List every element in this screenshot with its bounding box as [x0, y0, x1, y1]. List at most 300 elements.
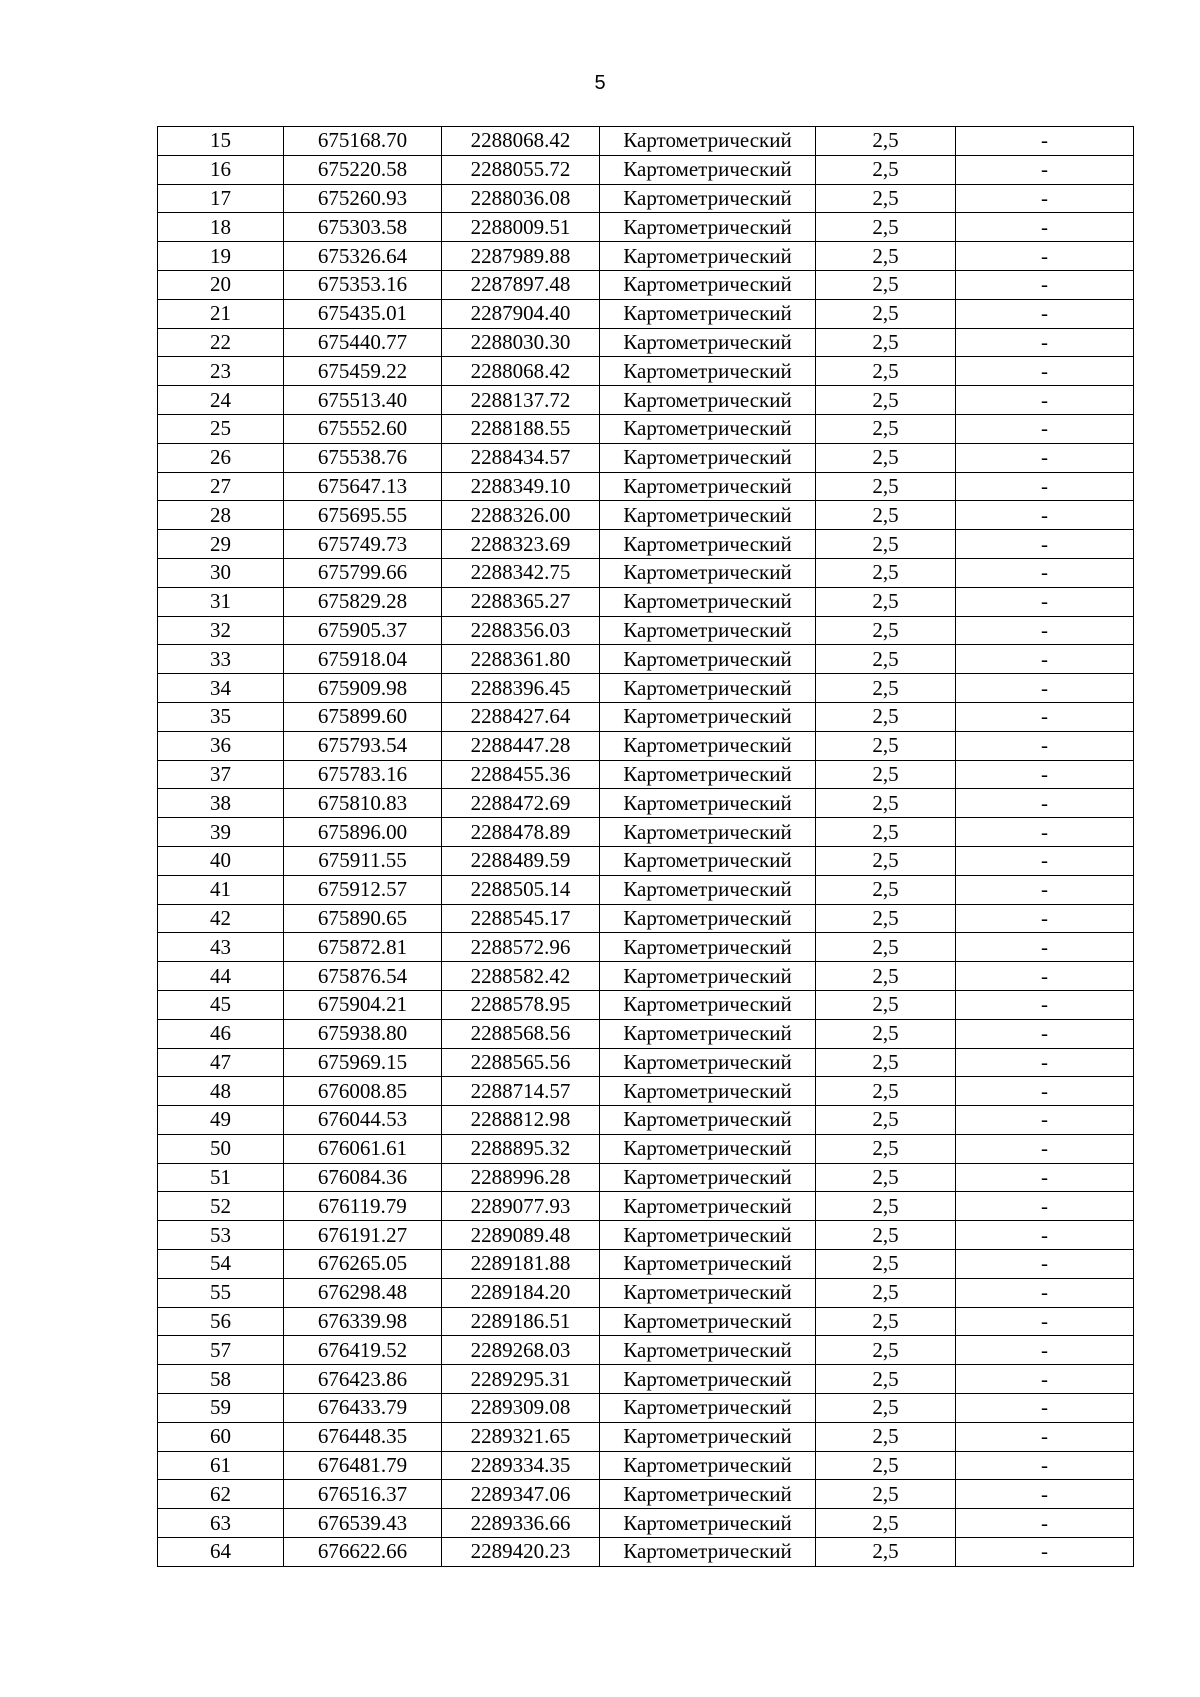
y-coordinate-cell: 2288505.14 [442, 875, 600, 904]
y-coordinate-cell: 2289181.88 [442, 1250, 600, 1279]
table-row [158, 674, 1134, 703]
method-cell: Картометрический [600, 1394, 816, 1423]
x-coordinate-cell: 676044.53 [284, 1106, 442, 1135]
note-cell: - [956, 1394, 1134, 1423]
point-number-cell: 20 [158, 270, 284, 299]
y-coordinate-cell: 2287989.88 [442, 242, 600, 271]
note-cell: - [956, 990, 1134, 1019]
point-number-cell: 16 [158, 155, 284, 184]
method-cell: Картометрический [600, 155, 816, 184]
y-coordinate-cell: 2288068.42 [442, 357, 600, 386]
table-row [158, 1134, 1134, 1163]
y-coordinate-cell: 2288895.32 [442, 1134, 600, 1163]
note-cell: - [956, 1192, 1134, 1221]
y-coordinate-cell: 2288545.17 [442, 904, 600, 933]
note-cell: - [956, 818, 1134, 847]
accuracy-cell: 2,5 [816, 1019, 956, 1048]
method-cell: Картометрический [600, 270, 816, 299]
accuracy-cell: 2,5 [816, 1509, 956, 1538]
x-coordinate-cell: 675909.98 [284, 674, 442, 703]
x-coordinate-cell: 675538.76 [284, 443, 442, 472]
method-cell: Картометрический [600, 818, 816, 847]
table-row [158, 587, 1134, 616]
accuracy-cell: 2,5 [816, 242, 956, 271]
point-number-cell: 17 [158, 184, 284, 213]
point-number-cell: 32 [158, 616, 284, 645]
accuracy-cell: 2,5 [816, 1048, 956, 1077]
x-coordinate-cell: 676622.66 [284, 1538, 442, 1567]
point-number-cell: 15 [158, 127, 284, 156]
method-cell: Картометрический [600, 299, 816, 328]
y-coordinate-cell: 2288349.10 [442, 472, 600, 501]
table-row [158, 933, 1134, 962]
x-coordinate-cell: 676539.43 [284, 1509, 442, 1538]
table-row [158, 1422, 1134, 1451]
table-row [158, 1480, 1134, 1509]
y-coordinate-cell: 2288188.55 [442, 414, 600, 443]
method-cell: Картометрический [600, 1278, 816, 1307]
x-coordinate-cell: 675969.15 [284, 1048, 442, 1077]
note-cell: - [956, 962, 1134, 991]
accuracy-cell: 2,5 [816, 414, 956, 443]
x-coordinate-cell: 675440.77 [284, 328, 442, 357]
accuracy-cell: 2,5 [816, 1480, 956, 1509]
method-cell: Картометрический [600, 184, 816, 213]
x-coordinate-cell: 676084.36 [284, 1163, 442, 1192]
y-coordinate-cell: 2289334.35 [442, 1451, 600, 1480]
x-coordinate-cell: 675303.58 [284, 213, 442, 242]
note-cell: - [956, 933, 1134, 962]
table-row [158, 1394, 1134, 1423]
point-number-cell: 33 [158, 645, 284, 674]
point-number-cell: 29 [158, 530, 284, 559]
point-number-cell: 61 [158, 1451, 284, 1480]
method-cell: Картометрический [600, 1048, 816, 1077]
point-number-cell: 46 [158, 1019, 284, 1048]
point-number-cell: 25 [158, 414, 284, 443]
x-coordinate-cell: 675912.57 [284, 875, 442, 904]
page-number: 5 [594, 72, 606, 94]
point-number-cell: 57 [158, 1336, 284, 1365]
note-cell: - [956, 558, 1134, 587]
x-coordinate-cell: 675793.54 [284, 731, 442, 760]
point-number-cell: 55 [158, 1278, 284, 1307]
note-cell: - [956, 616, 1134, 645]
method-cell: Картометрический [600, 1106, 816, 1135]
accuracy-cell: 2,5 [816, 1538, 956, 1567]
accuracy-cell: 2,5 [816, 789, 956, 818]
table-row [158, 184, 1134, 213]
y-coordinate-cell: 2288996.28 [442, 1163, 600, 1192]
note-cell: - [956, 587, 1134, 616]
y-coordinate-cell: 2288356.03 [442, 616, 600, 645]
method-cell: Картометрический [600, 616, 816, 645]
point-number-cell: 60 [158, 1422, 284, 1451]
accuracy-cell: 2,5 [816, 213, 956, 242]
table-row [158, 328, 1134, 357]
note-cell: - [956, 1336, 1134, 1365]
accuracy-cell: 2,5 [816, 933, 956, 962]
point-number-cell: 64 [158, 1538, 284, 1567]
y-coordinate-cell: 2289321.65 [442, 1422, 600, 1451]
point-number-cell: 24 [158, 386, 284, 415]
table-row [158, 1336, 1134, 1365]
method-cell: Картометрический [600, 1538, 816, 1567]
method-cell: Картометрический [600, 1192, 816, 1221]
x-coordinate-cell: 676419.52 [284, 1336, 442, 1365]
method-cell: Картометрический [600, 127, 816, 156]
point-number-cell: 51 [158, 1163, 284, 1192]
table-row [158, 1077, 1134, 1106]
point-number-cell: 49 [158, 1106, 284, 1135]
method-cell: Картометрический [600, 386, 816, 415]
y-coordinate-cell: 2288427.64 [442, 702, 600, 731]
accuracy-cell: 2,5 [816, 702, 956, 731]
y-coordinate-cell: 2289295.31 [442, 1365, 600, 1394]
y-coordinate-cell: 2289309.08 [442, 1394, 600, 1423]
accuracy-cell: 2,5 [816, 1451, 956, 1480]
accuracy-cell: 2,5 [816, 990, 956, 1019]
method-cell: Картометрический [600, 962, 816, 991]
table-row [158, 1451, 1134, 1480]
method-cell: Картометрический [600, 414, 816, 443]
note-cell: - [956, 904, 1134, 933]
point-number-cell: 35 [158, 702, 284, 731]
table-row [158, 760, 1134, 789]
point-number-cell: 23 [158, 357, 284, 386]
accuracy-cell: 2,5 [816, 501, 956, 530]
table-row [158, 645, 1134, 674]
method-cell: Картометрический [600, 242, 816, 271]
x-coordinate-cell: 675904.21 [284, 990, 442, 1019]
x-coordinate-cell: 676516.37 [284, 1480, 442, 1509]
note-cell: - [956, 1019, 1134, 1048]
note-cell: - [956, 1538, 1134, 1567]
note-cell: - [956, 1250, 1134, 1279]
y-coordinate-cell: 2288447.28 [442, 731, 600, 760]
point-number-cell: 42 [158, 904, 284, 933]
method-cell: Картометрический [600, 674, 816, 703]
x-coordinate-cell: 676191.27 [284, 1221, 442, 1250]
table-row [158, 530, 1134, 559]
table-row [158, 616, 1134, 645]
accuracy-cell: 2,5 [816, 1278, 956, 1307]
y-coordinate-cell: 2288812.98 [442, 1106, 600, 1135]
method-cell: Картометрический [600, 443, 816, 472]
y-coordinate-cell: 2288578.95 [442, 990, 600, 1019]
y-coordinate-cell: 2288472.69 [442, 789, 600, 818]
table-row [158, 904, 1134, 933]
note-cell: - [956, 1480, 1134, 1509]
note-cell: - [956, 1163, 1134, 1192]
coordinates-table-body [158, 127, 1134, 1567]
accuracy-cell: 2,5 [816, 386, 956, 415]
y-coordinate-cell: 2288434.57 [442, 443, 600, 472]
table-row [158, 846, 1134, 875]
y-coordinate-cell: 2288055.72 [442, 155, 600, 184]
y-coordinate-cell: 2289184.20 [442, 1278, 600, 1307]
accuracy-cell: 2,5 [816, 472, 956, 501]
point-number-cell: 22 [158, 328, 284, 357]
y-coordinate-cell: 2288030.30 [442, 328, 600, 357]
x-coordinate-cell: 676423.86 [284, 1365, 442, 1394]
accuracy-cell: 2,5 [816, 270, 956, 299]
table-row [158, 1221, 1134, 1250]
note-cell: - [956, 1509, 1134, 1538]
x-coordinate-cell: 675810.83 [284, 789, 442, 818]
y-coordinate-cell: 2289089.48 [442, 1221, 600, 1250]
method-cell: Картометрический [600, 558, 816, 587]
table-row [158, 386, 1134, 415]
x-coordinate-cell: 676008.85 [284, 1077, 442, 1106]
y-coordinate-cell: 2289420.23 [442, 1538, 600, 1567]
point-number-cell: 30 [158, 558, 284, 587]
point-number-cell: 47 [158, 1048, 284, 1077]
table-row [158, 1163, 1134, 1192]
y-coordinate-cell: 2287897.48 [442, 270, 600, 299]
table-row [158, 242, 1134, 271]
note-cell: - [956, 760, 1134, 789]
note-cell: - [956, 501, 1134, 530]
table-row [158, 1192, 1134, 1221]
y-coordinate-cell: 2288396.45 [442, 674, 600, 703]
note-cell: - [956, 530, 1134, 559]
table-row [158, 558, 1134, 587]
table-row [158, 1106, 1134, 1135]
table-row [158, 472, 1134, 501]
point-number-cell: 41 [158, 875, 284, 904]
x-coordinate-cell: 676433.79 [284, 1394, 442, 1423]
accuracy-cell: 2,5 [816, 962, 956, 991]
method-cell: Картометрический [600, 1422, 816, 1451]
method-cell: Картометрический [600, 1336, 816, 1365]
accuracy-cell: 2,5 [816, 904, 956, 933]
note-cell: - [956, 1365, 1134, 1394]
y-coordinate-cell: 2288342.75 [442, 558, 600, 587]
x-coordinate-cell: 675647.13 [284, 472, 442, 501]
y-coordinate-cell: 2288361.80 [442, 645, 600, 674]
table-row [158, 1250, 1134, 1279]
accuracy-cell: 2,5 [816, 1394, 956, 1423]
note-cell: - [956, 674, 1134, 703]
method-cell: Картометрический [600, 357, 816, 386]
accuracy-cell: 2,5 [816, 846, 956, 875]
table-row [158, 213, 1134, 242]
method-cell: Картометрический [600, 1365, 816, 1394]
note-cell: - [956, 645, 1134, 674]
point-number-cell: 43 [158, 933, 284, 962]
y-coordinate-cell: 2289186.51 [442, 1307, 600, 1336]
table-row [158, 731, 1134, 760]
method-cell: Картометрический [600, 328, 816, 357]
accuracy-cell: 2,5 [816, 1307, 956, 1336]
x-coordinate-cell: 675890.65 [284, 904, 442, 933]
point-number-cell: 19 [158, 242, 284, 271]
method-cell: Картометрический [600, 587, 816, 616]
y-coordinate-cell: 2288326.00 [442, 501, 600, 530]
y-coordinate-cell: 2288568.56 [442, 1019, 600, 1048]
table-row [158, 1365, 1134, 1394]
x-coordinate-cell: 675799.66 [284, 558, 442, 587]
x-coordinate-cell: 675749.73 [284, 530, 442, 559]
y-coordinate-cell: 2288572.96 [442, 933, 600, 962]
table-row [158, 1307, 1134, 1336]
y-coordinate-cell: 2288714.57 [442, 1077, 600, 1106]
y-coordinate-cell: 2289336.66 [442, 1509, 600, 1538]
accuracy-cell: 2,5 [816, 1336, 956, 1365]
y-coordinate-cell: 2288036.08 [442, 184, 600, 213]
method-cell: Картометрический [600, 846, 816, 875]
method-cell: Картометрический [600, 1163, 816, 1192]
method-cell: Картометрический [600, 904, 816, 933]
accuracy-cell: 2,5 [816, 1365, 956, 1394]
note-cell: - [956, 1307, 1134, 1336]
point-number-cell: 54 [158, 1250, 284, 1279]
method-cell: Картометрический [600, 530, 816, 559]
note-cell: - [956, 443, 1134, 472]
y-coordinate-cell: 2288565.56 [442, 1048, 600, 1077]
y-coordinate-cell: 2288455.36 [442, 760, 600, 789]
accuracy-cell: 2,5 [816, 155, 956, 184]
note-cell: - [956, 386, 1134, 415]
method-cell: Картометрический [600, 1250, 816, 1279]
point-number-cell: 62 [158, 1480, 284, 1509]
accuracy-cell: 2,5 [816, 731, 956, 760]
x-coordinate-cell: 675260.93 [284, 184, 442, 213]
x-coordinate-cell: 676448.35 [284, 1422, 442, 1451]
note-cell: - [956, 299, 1134, 328]
point-number-cell: 40 [158, 846, 284, 875]
accuracy-cell: 2,5 [816, 530, 956, 559]
note-cell: - [956, 1422, 1134, 1451]
point-number-cell: 52 [158, 1192, 284, 1221]
accuracy-cell: 2,5 [816, 760, 956, 789]
table-row [158, 270, 1134, 299]
x-coordinate-cell: 676119.79 [284, 1192, 442, 1221]
note-cell: - [956, 242, 1134, 271]
note-cell: - [956, 155, 1134, 184]
method-cell: Картометрический [600, 933, 816, 962]
method-cell: Картометрический [600, 213, 816, 242]
table-row [158, 1538, 1134, 1567]
point-number-cell: 26 [158, 443, 284, 472]
accuracy-cell: 2,5 [816, 1163, 956, 1192]
y-coordinate-cell: 2288365.27 [442, 587, 600, 616]
point-number-cell: 53 [158, 1221, 284, 1250]
table-row [158, 127, 1134, 156]
point-number-cell: 27 [158, 472, 284, 501]
point-number-cell: 38 [158, 789, 284, 818]
x-coordinate-cell: 675899.60 [284, 702, 442, 731]
method-cell: Картометрический [600, 789, 816, 818]
method-cell: Картометрический [600, 501, 816, 530]
accuracy-cell: 2,5 [816, 1221, 956, 1250]
note-cell: - [956, 846, 1134, 875]
accuracy-cell: 2,5 [816, 587, 956, 616]
method-cell: Картометрический [600, 731, 816, 760]
x-coordinate-cell: 675326.64 [284, 242, 442, 271]
method-cell: Картометрический [600, 1221, 816, 1250]
y-coordinate-cell: 2289268.03 [442, 1336, 600, 1365]
x-coordinate-cell: 675435.01 [284, 299, 442, 328]
method-cell: Картометрический [600, 1134, 816, 1163]
y-coordinate-cell: 2288009.51 [442, 213, 600, 242]
accuracy-cell: 2,5 [816, 299, 956, 328]
y-coordinate-cell: 2288068.42 [442, 127, 600, 156]
point-number-cell: 56 [158, 1307, 284, 1336]
x-coordinate-cell: 675938.80 [284, 1019, 442, 1048]
table-row [158, 962, 1134, 991]
accuracy-cell: 2,5 [816, 674, 956, 703]
x-coordinate-cell: 676339.98 [284, 1307, 442, 1336]
accuracy-cell: 2,5 [816, 558, 956, 587]
x-coordinate-cell: 675872.81 [284, 933, 442, 962]
table-row [158, 443, 1134, 472]
note-cell: - [956, 1451, 1134, 1480]
table-row [158, 414, 1134, 443]
method-cell: Картометрический [600, 645, 816, 674]
point-number-cell: 45 [158, 990, 284, 1019]
note-cell: - [956, 127, 1134, 156]
accuracy-cell: 2,5 [816, 1106, 956, 1135]
note-cell: - [956, 731, 1134, 760]
method-cell: Картометрический [600, 1019, 816, 1048]
table-row [158, 875, 1134, 904]
x-coordinate-cell: 675513.40 [284, 386, 442, 415]
method-cell: Картометрический [600, 1307, 816, 1336]
accuracy-cell: 2,5 [816, 443, 956, 472]
point-number-cell: 31 [158, 587, 284, 616]
method-cell: Картометрический [600, 1451, 816, 1480]
x-coordinate-cell: 675918.04 [284, 645, 442, 674]
accuracy-cell: 2,5 [816, 184, 956, 213]
point-number-cell: 63 [158, 1509, 284, 1538]
y-coordinate-cell: 2289077.93 [442, 1192, 600, 1221]
x-coordinate-cell: 676265.05 [284, 1250, 442, 1279]
method-cell: Картометрический [600, 1509, 816, 1538]
note-cell: - [956, 213, 1134, 242]
x-coordinate-cell: 675695.55 [284, 501, 442, 530]
point-number-cell: 44 [158, 962, 284, 991]
x-coordinate-cell: 675896.00 [284, 818, 442, 847]
point-number-cell: 39 [158, 818, 284, 847]
note-cell: - [956, 1106, 1134, 1135]
x-coordinate-cell: 675783.16 [284, 760, 442, 789]
point-number-cell: 48 [158, 1077, 284, 1106]
accuracy-cell: 2,5 [816, 1250, 956, 1279]
point-number-cell: 28 [158, 501, 284, 530]
table-row [158, 501, 1134, 530]
y-coordinate-cell: 2287904.40 [442, 299, 600, 328]
x-coordinate-cell: 675829.28 [284, 587, 442, 616]
note-cell: - [956, 875, 1134, 904]
point-number-cell: 59 [158, 1394, 284, 1423]
accuracy-cell: 2,5 [816, 1192, 956, 1221]
table-row [158, 357, 1134, 386]
table-row [158, 299, 1134, 328]
point-number-cell: 37 [158, 760, 284, 789]
table-row [158, 1509, 1134, 1538]
note-cell: - [956, 184, 1134, 213]
note-cell: - [956, 1134, 1134, 1163]
point-number-cell: 58 [158, 1365, 284, 1394]
table-row [158, 702, 1134, 731]
x-coordinate-cell: 676298.48 [284, 1278, 442, 1307]
table-row [158, 990, 1134, 1019]
point-number-cell: 50 [158, 1134, 284, 1163]
method-cell: Картометрический [600, 702, 816, 731]
point-number-cell: 36 [158, 731, 284, 760]
